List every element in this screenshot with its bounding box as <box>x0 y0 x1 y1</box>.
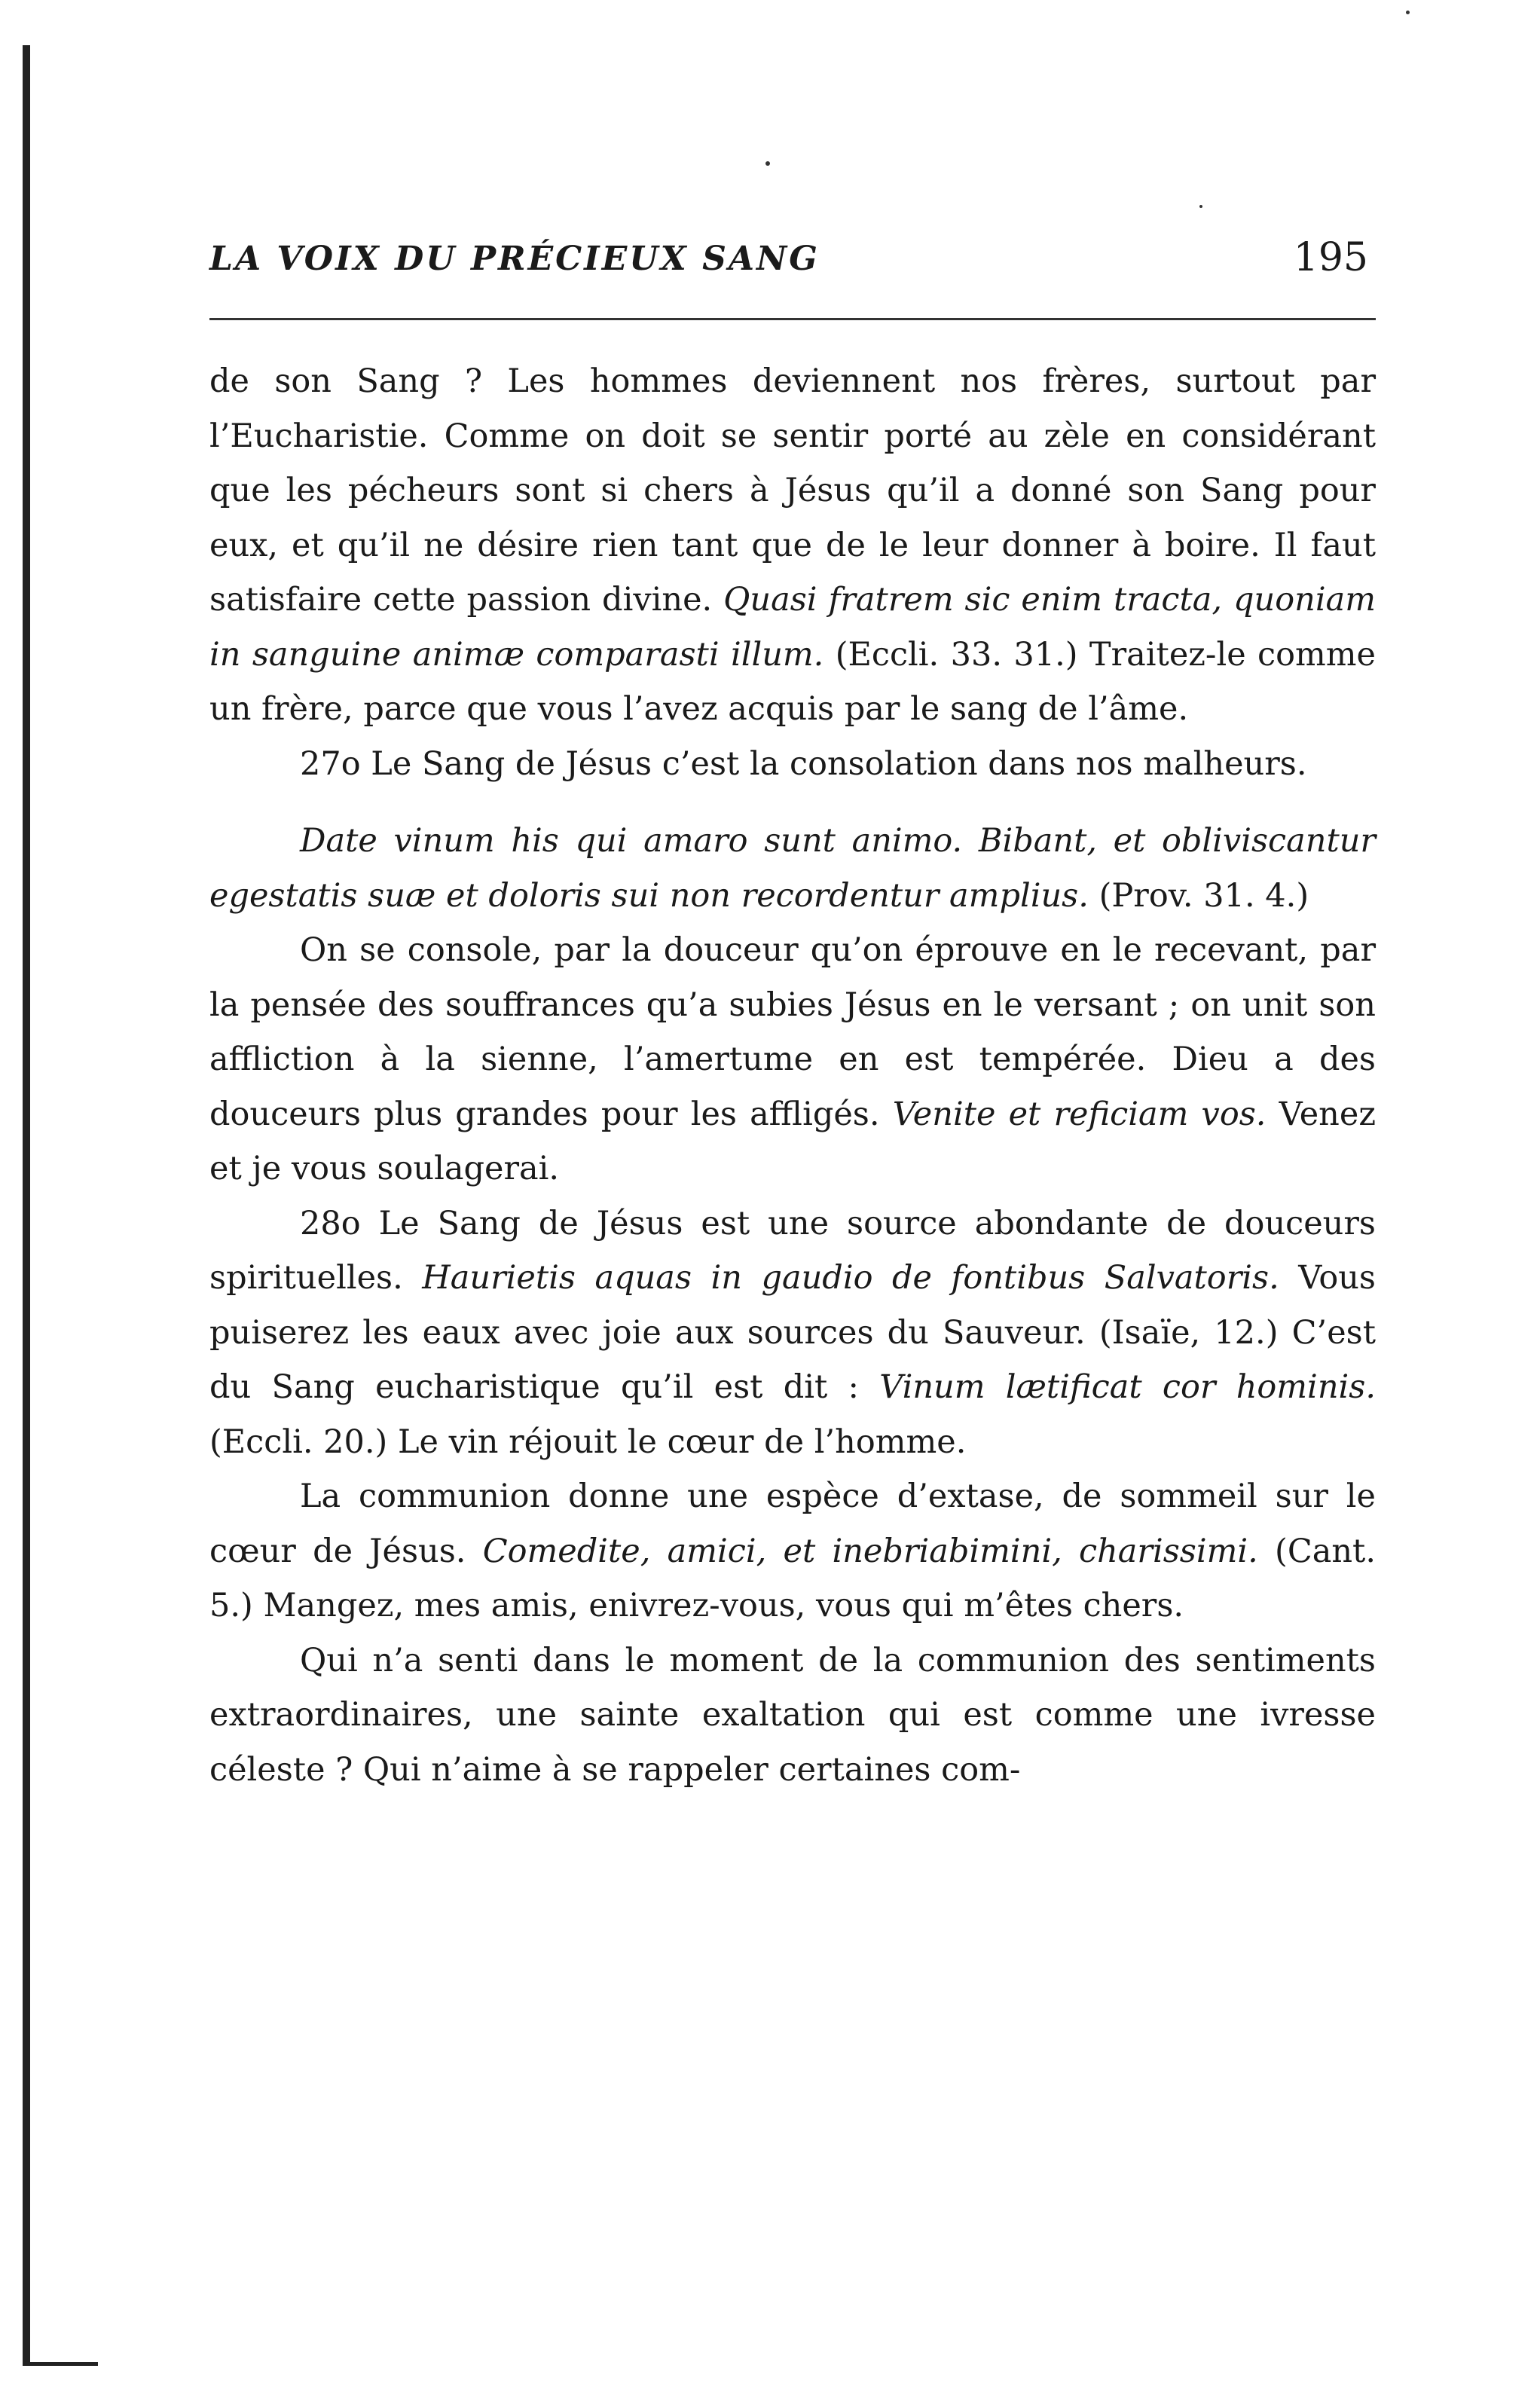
page-number: 195 <box>1293 235 1368 280</box>
text-run: Qui n’a senti dans le moment de la communion des sentiments extraordinaires, une sainte exaltation qui est comme une ivresse céleste ? Qui n’aime à se rappeler certaines com- <box>209 1641 1376 1789</box>
ink-speck <box>1199 205 1202 208</box>
latin-quote: Comedite, amici, et inebriabimini, charissimi. <box>482 1532 1258 1570</box>
latin-quote: Venite et reficiam vos. <box>892 1095 1267 1133</box>
body-text <box>209 354 1376 1797</box>
page-header <box>209 235 1376 295</box>
text-run: (Cant. 5.) Mangez, mes amis, enivrez-vous, vous qui m’êtes chers. <box>209 1532 1377 1624</box>
running-title: LA VOIX DU PRÉCIEUX SANG <box>209 240 820 278</box>
latin-quote: Haurietis aquas in gaudio de fontibus Salvatoris. <box>422 1259 1279 1297</box>
text-run: Vous puiserez les eaux avec joie aux sources du Sauveur. (Isaïe, 12.) C’est du Sang eucharistique qu’il est dit : <box>209 1259 1376 1406</box>
text-run: 27o Le Sang de Jésus c’est la consolation dans nos malheurs. <box>300 744 1307 783</box>
binding-edge-line <box>23 45 30 2366</box>
ink-speck <box>1406 11 1410 14</box>
text-run: La communion donne une espèce d’extase, de sommeil sur le cœur de Jésus. <box>209 1478 1376 1570</box>
binding-foot-mark <box>23 2362 98 2366</box>
ink-speck <box>765 161 770 166</box>
paragraph-1 <box>209 354 1376 737</box>
paragraph-2 <box>209 737 1376 792</box>
text-run: de son Sang ? Les hommes deviennent nos frères, surtout par l’Eucharistie. Comme on doit se sentir porté au zèle en considérant que les pécheurs sont si chers à Jésus qu’il a donné son Sang pour eux, et qu’il ne désire rien tant que de le leur donner à boire. Il faut satisfaire cette passion divine. <box>209 362 1376 619</box>
text-run: 28o Le Sang de Jésus est une source abondante de douceurs spirituelles. <box>209 1204 1376 1297</box>
paragraph-3 <box>209 814 1376 923</box>
header-rule <box>209 318 1376 320</box>
latin-quote: Vinum lætificat cor hominis. <box>879 1368 1376 1406</box>
text-run: On se console, par la douceur qu’on éprouve en le recevant, par la pensée des souffrances qu’a subies Jésus en le versant ; on unit son affliction à la sienne, l’amertume en est tempérée. Dieu a des douceurs plus grandes pour les affligés. <box>209 931 1376 1133</box>
text-run: (Prov. 31. 4.) <box>1088 876 1309 915</box>
paragraph-4 <box>209 923 1376 1196</box>
latin-quote: Date vinum his qui amaro sunt animo. Bibant, et obliviscantur egestatis suæ et doloris sui non recordentur amplius. <box>209 822 1376 915</box>
text-run: (Eccli. 33. 31.) Traitez-le comme un frère, parce que vous l’avez acquis par le sang de l’âme. <box>209 635 1376 728</box>
text-run: Venez et je vous soulagerai. <box>209 1095 1376 1187</box>
text-run: (Eccli. 20.) Le vin réjouit le cœur de l’homme. <box>209 1423 967 1461</box>
latin-quote: Quasi fratrem sic enim tracta, quoniam in sanguine animæ comparasti illum. <box>209 581 1376 674</box>
paragraph-5 <box>209 1196 1376 1470</box>
paragraph-6 <box>209 1469 1376 1633</box>
paragraph-7 <box>209 1633 1376 1798</box>
